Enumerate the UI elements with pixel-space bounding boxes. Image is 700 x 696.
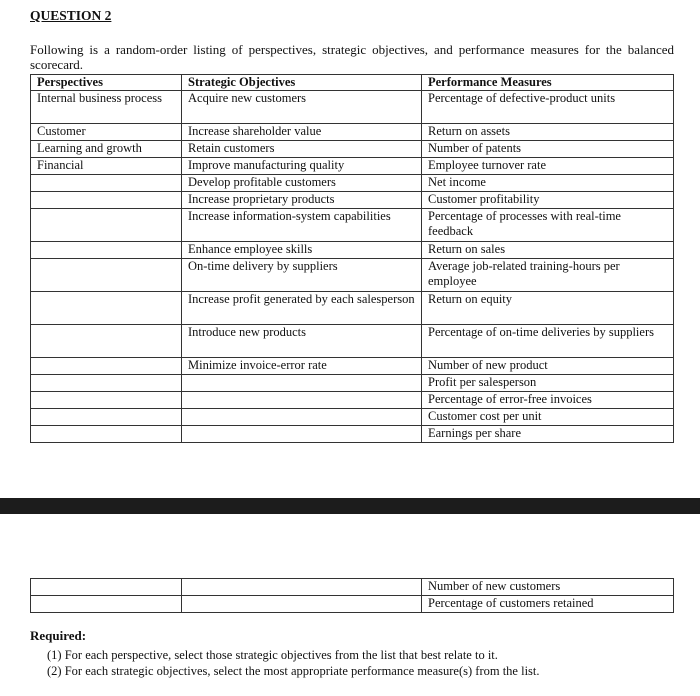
measure-cell: Number of new product — [422, 358, 674, 375]
measure-cell: Percentage of processes with real-time feedback — [422, 209, 674, 242]
table-header-row — [31, 75, 674, 91]
objective-cell: Acquire new customers — [182, 91, 422, 124]
measure-cell: Percentage of defective-product units — [422, 91, 674, 124]
table-row — [31, 158, 674, 175]
perspective-cell — [31, 579, 182, 596]
measure-cell: Percentage of error-free invoices — [422, 392, 674, 409]
intro-paragraph: Following is a random-order listing of perspectives, strategic objectives, and performance measures for the balanced scorecard. — [30, 42, 674, 72]
table-row — [31, 596, 674, 613]
required-label: Required: — [30, 628, 87, 643]
table-row — [31, 175, 674, 192]
objective-cell: Introduce new products — [182, 325, 422, 358]
continuation-table — [30, 578, 674, 613]
table-row — [31, 409, 674, 426]
header-performance-measures: Performance Measures — [422, 75, 674, 91]
objective-cell: Minimize invoice-error rate — [182, 358, 422, 375]
objective-cell: Improve manufacturing quality — [182, 158, 422, 175]
table-row — [31, 259, 674, 292]
table-row — [31, 209, 674, 242]
header-strategic-objectives: Strategic Objectives — [182, 75, 422, 91]
perspective-cell: Financial — [31, 158, 182, 175]
perspective-cell: Customer — [31, 124, 182, 141]
measure-cell: Customer profitability — [422, 192, 674, 209]
measure-cell: Profit per salesperson — [422, 375, 674, 392]
table-row — [31, 91, 674, 124]
perspective-cell: Internal business process — [31, 91, 182, 124]
objective-cell — [182, 579, 422, 596]
objective-cell — [182, 596, 422, 613]
perspective-cell — [31, 209, 182, 242]
table-row — [31, 292, 674, 325]
perspective-cell — [31, 358, 182, 375]
table-row — [31, 242, 674, 259]
measure-cell: Return on sales — [422, 242, 674, 259]
measure-cell: Return on assets — [422, 124, 674, 141]
page-divider-bar — [0, 498, 700, 514]
measure-cell: Number of patents — [422, 141, 674, 158]
objective-cell: Increase information-system capabilities — [182, 209, 422, 242]
objective-cell — [182, 375, 422, 392]
required-item: (1) For each perspective, select those strategic objectives from the list that best relate to it. — [47, 648, 498, 662]
table-row — [31, 426, 674, 443]
table-row — [31, 392, 674, 409]
scorecard-table — [30, 74, 674, 443]
perspective-cell — [31, 426, 182, 443]
table-row — [31, 141, 674, 158]
measure-cell: Percentage of on-time deliveries by suppliers — [422, 325, 674, 358]
perspective-cell — [31, 375, 182, 392]
table-row — [31, 124, 674, 141]
table-row — [31, 358, 674, 375]
perspective-cell — [31, 242, 182, 259]
objective-cell: On-time delivery by suppliers — [182, 259, 422, 292]
measure-cell: Net income — [422, 175, 674, 192]
question-heading: QUESTION 2 — [30, 8, 112, 23]
header-perspectives: Perspectives — [31, 75, 182, 91]
measure-cell: Employee turnover rate — [422, 158, 674, 175]
perspective-cell — [31, 325, 182, 358]
perspective-cell — [31, 596, 182, 613]
table-row — [31, 192, 674, 209]
perspective-cell — [31, 392, 182, 409]
measure-cell: Return on equity — [422, 292, 674, 325]
measure-cell: Number of new customers — [422, 579, 674, 596]
objective-cell: Increase shareholder value — [182, 124, 422, 141]
objective-cell: Develop profitable customers — [182, 175, 422, 192]
table-row — [31, 579, 674, 596]
perspective-cell — [31, 292, 182, 325]
objective-cell: Increase profit generated by each salesperson — [182, 292, 422, 325]
objective-cell: Enhance employee skills — [182, 242, 422, 259]
perspective-cell — [31, 192, 182, 209]
table-row — [31, 325, 674, 358]
objective-cell: Retain customers — [182, 141, 422, 158]
objective-cell — [182, 392, 422, 409]
perspective-cell — [31, 259, 182, 292]
measure-cell: Earnings per share — [422, 426, 674, 443]
measure-cell: Percentage of customers retained — [422, 596, 674, 613]
objective-cell: Increase proprietary products — [182, 192, 422, 209]
measure-cell: Customer cost per unit — [422, 409, 674, 426]
required-item: (2) For each strategic objectives, select the most appropriate performance measure(s) from the list. — [47, 664, 540, 678]
objective-cell — [182, 426, 422, 443]
perspective-cell — [31, 175, 182, 192]
perspective-cell: Learning and growth — [31, 141, 182, 158]
perspective-cell — [31, 409, 182, 426]
measure-cell: Average job-related training-hours per employee — [422, 259, 674, 292]
objective-cell — [182, 409, 422, 426]
table-row — [31, 375, 674, 392]
